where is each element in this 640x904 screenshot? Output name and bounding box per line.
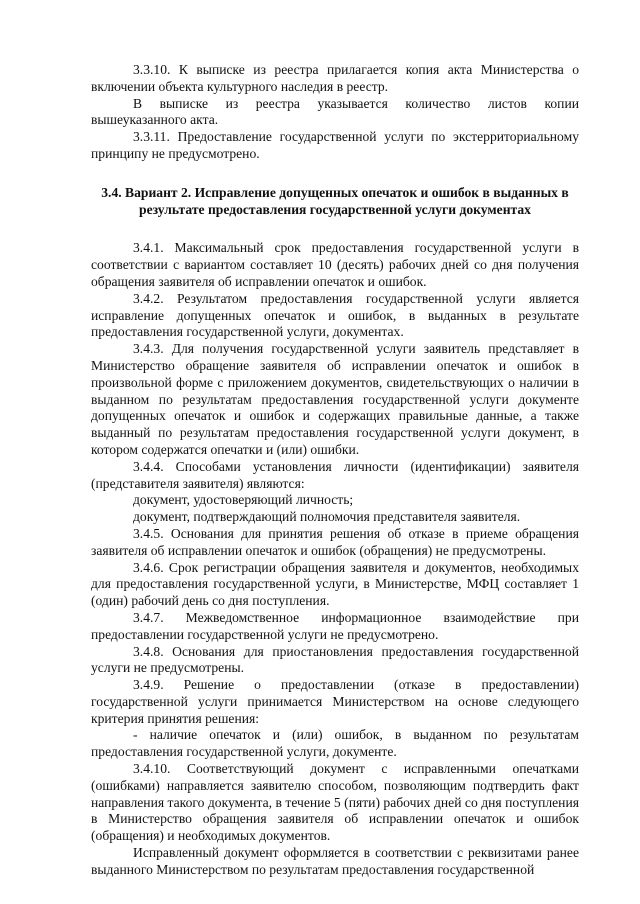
list-item-authority-document: документ, подтверждающий полномочия представителя заявителя. <box>133 509 521 525</box>
paragraph-3-4-7: 3.4.7. Межведомственное информационное взаимодействие при предоставлении государственной услуги не предусмотрено. <box>91 609 579 642</box>
paragraph-3-4-5: 3.4.5. Основания для принятия решения об отказе в приеме обращения заявителя об исправлении опечаток и ошибок (обращения) не предусмотрены. <box>91 525 579 558</box>
paragraph-3-4-10: 3.4.10. Соответствующий документ с исправленными опечатками (ошибками) направляется заявителю способом, позволяющим подтвердить факт направления такого документа, в течение 5 (пяти) рабочих дней со дня поступления в Министерство обращения заявителя об исправлении опечаток и ошибок (обращения) и необходимых документов. <box>91 761 579 844</box>
list-item-identity-document: документ, удостоверяющий личность; <box>133 492 354 508</box>
paragraph-3-4-3: 3.4.3. Для получения государственной услуги заявитель представляет в Министерство обращение заявителя об исправлении опечаток и ошибок в произвольной форме с приложением документов, свидетельствующих о наличии в выданном по результатам предоставления государственной услуги документе допущенных опечаток и ошибок и содержащих правильные данные, а также выданный по результатам предоставления государственной услуги документ, в котором содержатся опечатки и (или) ошибки. <box>91 341 579 457</box>
paragraph-corrected-document: Исправленный документ оформляется в соответствии с реквизитами ранее выданного Министерством по результатам предоставления государственной <box>91 845 579 877</box>
paragraph-3-3-11: 3.3.11. Предоставление государственной услуги по экстерриториальному принципу не предусмотрено. <box>91 129 579 161</box>
paragraph-extract-sheets: В выписке из реестра указывается количество листов копии вышеуказанного акта. <box>91 95 579 128</box>
paragraph-3-4-2: 3.4.2. Результатом предоставления государственной услуги является исправление допущенных опечаток и ошибок, в выданных в результате предоставления государственной услуги, документах. <box>91 290 579 340</box>
document-page <box>91 62 579 879</box>
paragraph-3-4-9: 3.4.9. Решение о предоставлении (отказе в предоставлении) государственной услуги принимается Министерством на основе следующего критерия принятия решения: <box>91 677 579 726</box>
paragraph-3-3-10: 3.3.10. К выписке из реестра прилагается копия акта Министерства о включении объекта культурного наследия в реестр. <box>91 62 579 94</box>
paragraph-3-4-4: 3.4.4. Способами установления личности (идентификации) заявителя (представителя заявителя) являются: <box>91 458 579 491</box>
paragraph-3-4-6: 3.4.6. Срок регистрации обращения заявителя и документов, необходимых для предоставления государственной услуги, в Министерстве, МФЦ составляет 1 (один) рабочий день со дня поступления. <box>91 559 579 609</box>
paragraph-3-4-1: 3.4.1. Максимальный срок предоставления государственной услуги в соответствии с вариантом составляет 10 (десять) рабочих дней со дня получения обращения заявителя об исправлении опечаток и ошибок. <box>91 240 579 289</box>
section-heading-3-4: 3.4. Вариант 2. Исправление допущенных опечаток и ошибок в выданных в результате предоставления государственной услуги документах <box>101 184 569 217</box>
list-item-criterion: - наличие опечаток и (или) ошибок, в выданном по результатам предоставления государственной услуги, документе. <box>91 727 579 760</box>
paragraph-3-4-8: 3.4.8. Основания для приостановления предоставления государственной услуги не предусмотрены. <box>91 643 579 676</box>
